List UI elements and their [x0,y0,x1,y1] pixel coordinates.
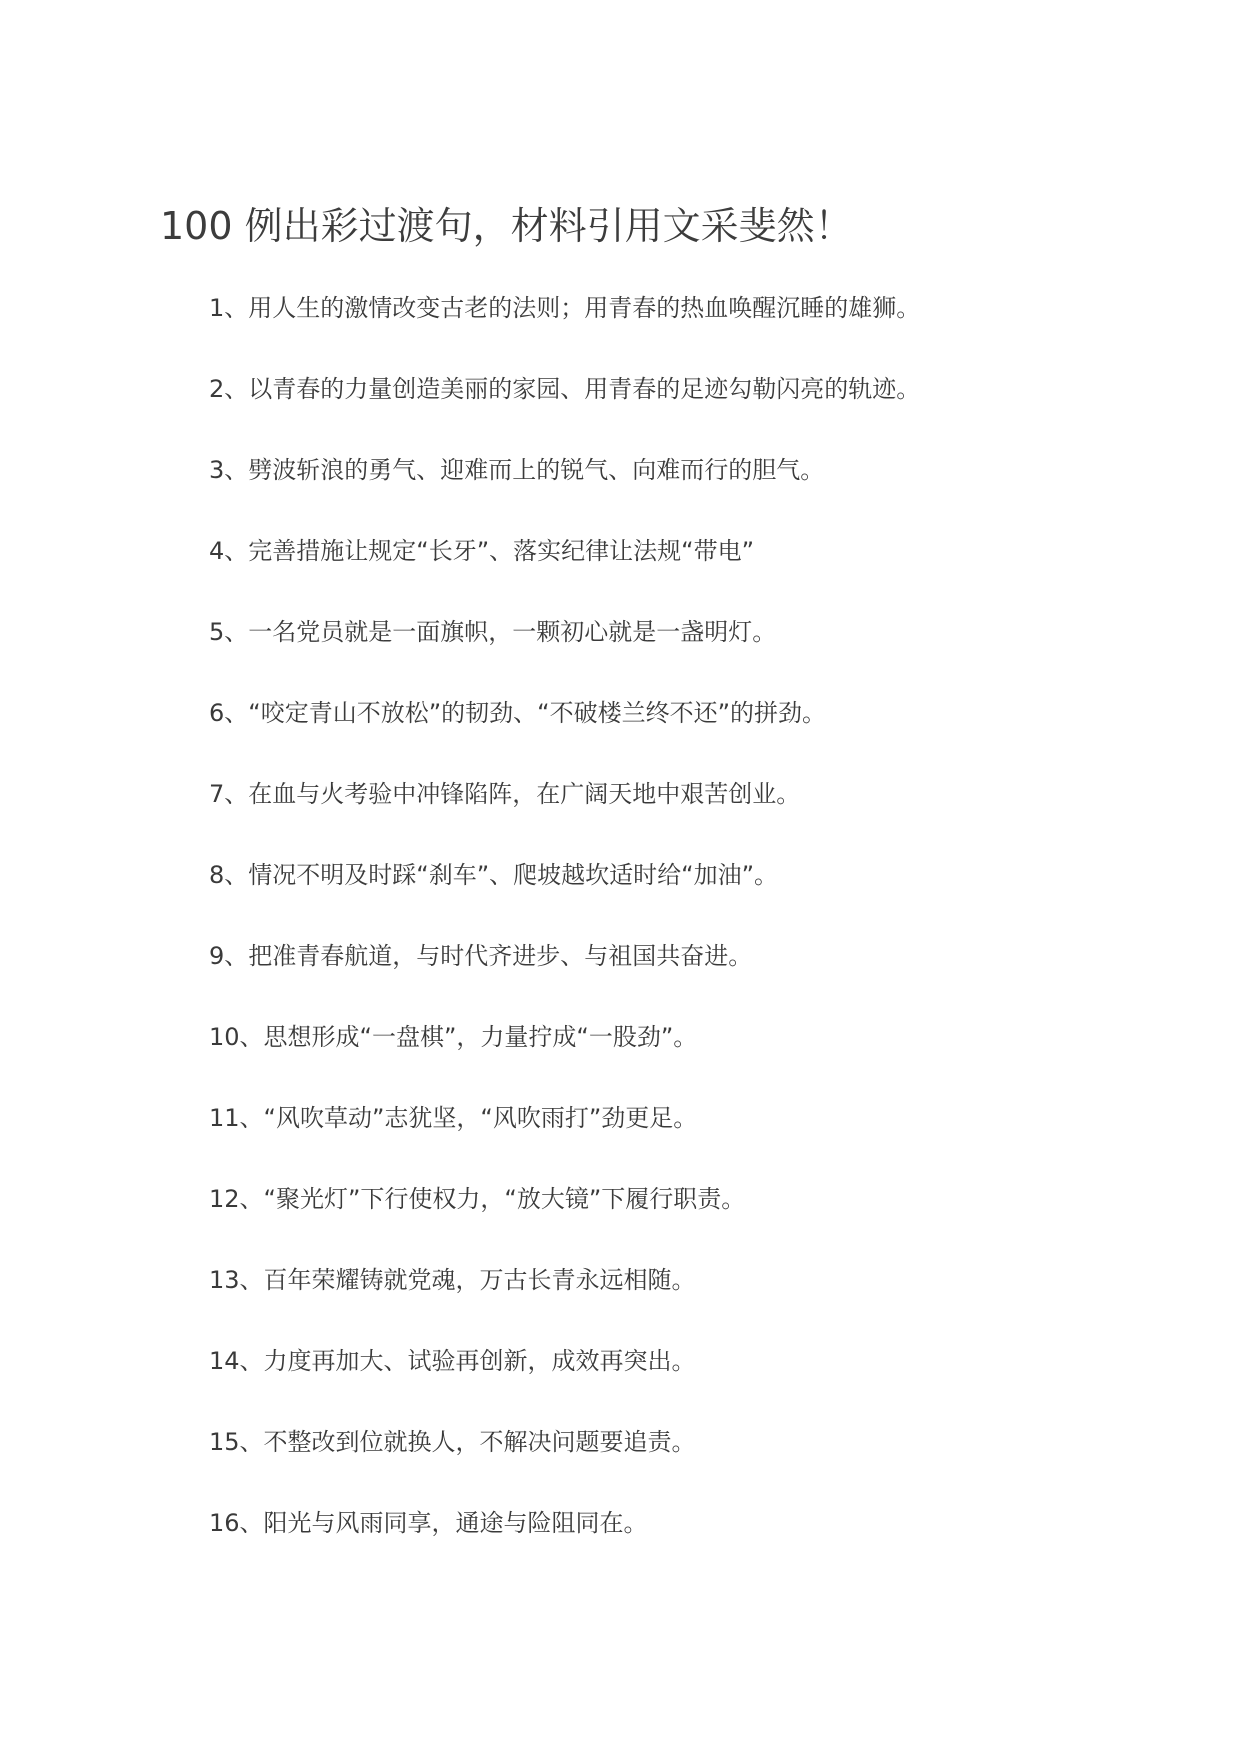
list-item: 7、在血与火考验中冲锋陷阵，在广阔天地中艰苦创业。 [209,780,801,808]
list-item: 8、情况不明及时踩“刹车”、爬坡越坎适时给“加油”。 [209,861,779,889]
list-item: 14、力度再加大、试验再创新，成效再突出。 [209,1347,696,1375]
list-item: 15、不整改到位就换人，不解决问题要追责。 [209,1428,696,1456]
list-item: 5、一名党员就是一面旗帜，一颗初心就是一盏明灯。 [209,618,777,646]
list-item: 6、“咬定青山不放松”的韧劲、“不破楼兰终不还”的拼劲。 [209,699,827,727]
list-item: 13、百年荣耀铸就党魂，万古长青永远相随。 [209,1266,696,1294]
list-item: 10、思想形成“一盘棋”，力量拧成“一股劲”。 [209,1023,698,1051]
list-item: 4、完善措施让规定“长牙”、落实纪律让法规“带电” [209,537,755,565]
list-item: 9、把准青春航道，与时代齐进步、与祖国共奋进。 [209,942,753,970]
list-item: 2、以青春的力量创造美丽的家园、用青春的足迹勾勒闪亮的轨迹。 [209,375,921,403]
list-item: 16、阳光与风雨同享，通途与险阻同在。 [209,1509,648,1537]
document-title: 100 例出彩过渡句，材料引用文采斐然！ [160,204,853,248]
list-item: 12、“聚光灯”下行使权力，“放大镜”下履行职责。 [209,1185,746,1213]
list-item: 3、劈波斩浪的勇气、迎难而上的锐气、向难而行的胆气。 [209,456,825,484]
sentence-list [209,288,920,1584]
list-item: 1、用人生的激情改变古老的法则；用青春的热血唤醒沉睡的雄狮。 [209,294,921,322]
list-item: 11、“风吹草动”志犹坚，“风吹雨打”劲更足。 [209,1104,698,1132]
